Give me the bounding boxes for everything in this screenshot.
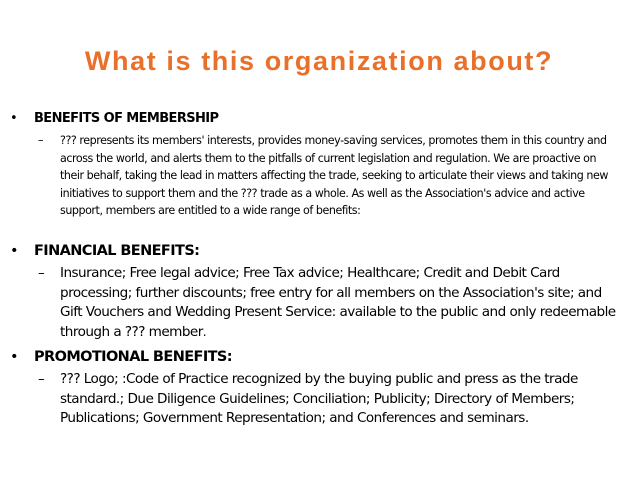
section-heading-row: [10, 241, 620, 261]
section-promotional-benefits: [10, 347, 620, 429]
dash-icon: –: [38, 265, 45, 281]
bullet-icon: •: [10, 243, 18, 259]
slide-title: What is this organization about?: [84, 46, 554, 76]
section-financial-benefits: [10, 241, 620, 342]
bullet-icon: •: [10, 349, 18, 365]
bullet-icon: •: [10, 111, 18, 126]
section-body: ??? Logo; :Code of Practice recognized by the buying public and press as the trade standard.; Due Diligence Guidelines; Conciliation; Publicity; Directory of Members; Publications; Government Representation; and Conferences and seminars.: [60, 371, 578, 427]
section-body: Insurance; Free legal advice; Free Tax advice; Healthcare; Credit and Debit Card processing; further discounts; free entry for all members on the Association's site; and Gift Vouchers and Wedding Present Service: available to the public and only redeemable through a ??? member: [60, 265, 616, 340]
section-body-tail: .: [202, 324, 207, 339]
section-body: ??? represents its members' interests, provides money-saving services, promotes them in this country and across the world, and alerts them to the pitfalls of current legislation and regulation. We are proactive on their behalf, taking the lead in matters affecting the trade, seeking to articulate their views and taking new initiatives to support them and the ??? trade as a whole. As well as the Association's advice and active support, members are entitled to a wide range of benefits:: [60, 134, 608, 218]
section-body-row: [10, 370, 620, 429]
section-heading-row: [10, 347, 620, 367]
section-body-row: [10, 132, 620, 220]
section-heading: FINANCIAL BENEFITS:: [34, 243, 200, 259]
section-benefits-of-membership: [10, 110, 620, 220]
section-body-row: [10, 264, 620, 342]
section-heading: BENEFITS OF MEMBERSHIP: [34, 111, 219, 126]
section-heading: PROMOTIONAL BENEFITS:: [34, 349, 232, 365]
dash-icon: –: [38, 371, 45, 387]
dash-icon: –: [38, 134, 44, 147]
section-heading-row: [10, 110, 620, 128]
